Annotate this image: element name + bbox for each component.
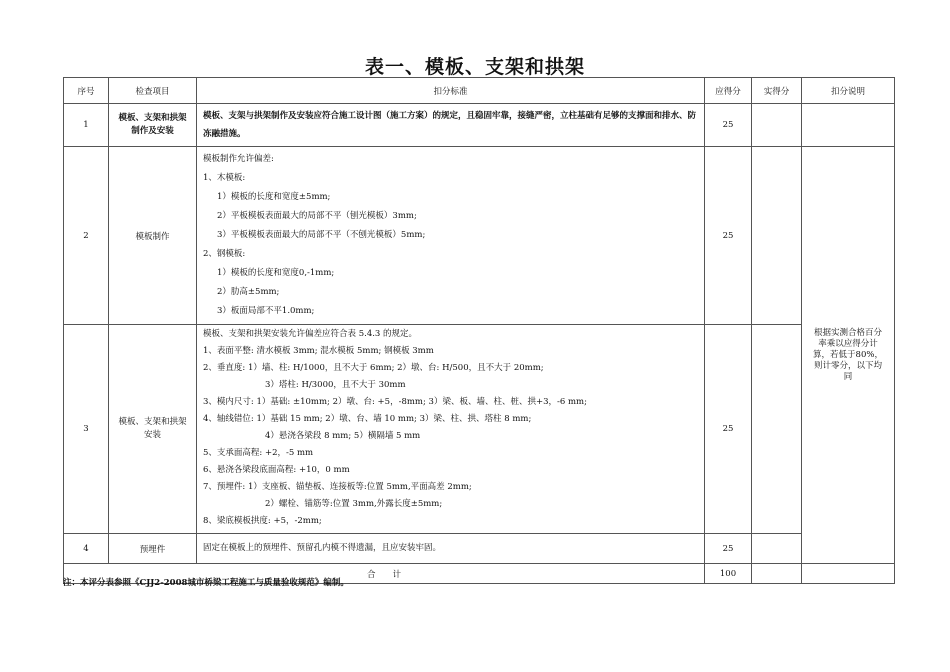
standard-line: 模板、支架和拱架安装允许偏差应符合表 5.4.3 的规定。 (203, 329, 418, 339)
header-standard: 扣分标准 (197, 78, 705, 104)
row-actual (752, 147, 802, 325)
row-item: 预埋件 (109, 534, 197, 564)
standard-line: 模板制作允许偏差: (203, 154, 274, 164)
footnote: 注：本评分表参照《CJJ2-2008城市桥梁工程施工与质量验收规范》编制。 (63, 578, 349, 588)
standard-line: 固定在模板上的预埋件、预留孔内模不得遗漏，且应安装牢固。 (203, 543, 442, 553)
row-no: 3 (64, 325, 109, 534)
standard-line: 1、表面平整: 清水模板 3mm; 混水模板 5mm; 钢模板 3mm (203, 346, 434, 356)
header-actual: 实得分 (752, 78, 802, 104)
total-remark (802, 564, 895, 584)
standard-line: 4）悬浇各梁段 8 mm; 5）横隔墙 5 mm (265, 431, 421, 441)
standard-line: 7、预埋件: 1）支座板、锚垫板、连接板等:位置 5mm,平面高差 2mm; (203, 482, 472, 492)
row-actual (752, 325, 802, 534)
standard-text: 模板、支架与拱架制作及安装应符合施工设计图（施工方案）的规定，且稳固牢靠，接缝严密，立柱基础有足够的支撑面和排水、防冻融措施。 (203, 111, 697, 139)
table-row (64, 147, 895, 325)
standard-line: 5、支承面高程: +2，-5 mm (203, 448, 314, 458)
row-score: 25 (705, 104, 752, 147)
total-actual (752, 564, 802, 584)
standard-line: 2）螺栓、锚筋等:位置 3mm,外露长度±5mm; (265, 499, 443, 509)
standard-line: 4、轴线错位: 1）基础 15 mm; 2）墩、台、墙 10 mm; 3）梁、柱、拱、塔柱 8 mm; (203, 414, 532, 424)
row-standard (197, 104, 705, 147)
row-score: 25 (705, 534, 752, 564)
page-title: 表一、模板、支架和拱架 (364, 56, 585, 78)
standard-line: 2、垂直度: 1）墙、柱: H/1000，且不大于 6mm; 2）墩、台: H/500，且不大于 20mm; (203, 363, 544, 373)
standard-line: 3、模内尺寸: 1）基础: ±10mm; 2）墩、台: +5，-8mm; 3）梁、板、墙、柱、桩、拱+3，-6 mm; (203, 397, 587, 407)
standard-line: 6、悬浇各梁段底面高程: +10，0 mm (203, 465, 350, 475)
row-item: 模板制作 (109, 147, 197, 325)
standard-line: 1）模板的长度和宽度±5mm; (217, 192, 331, 202)
header-item: 检查项目 (109, 78, 197, 104)
row-actual (752, 104, 802, 147)
standard-line: 2）平板模板表面最大的局部不平（刨光模板）3mm; (217, 211, 417, 221)
table-row (64, 325, 895, 534)
standard-line: 1）模板的长度和宽度0,-1mm; (217, 268, 335, 278)
row-standard (197, 325, 705, 534)
standard-line: 3）塔柱: H/3000，且不大于 30mm (265, 380, 406, 390)
deduction-remark: 根据实测合格百分率乘以应得分计算，若低于80%，则计零分，以下均同 (802, 147, 895, 564)
row-no: 1 (64, 104, 109, 147)
header-score: 应得分 (705, 78, 752, 104)
header-row (64, 78, 895, 104)
table-row (64, 534, 895, 564)
row-no: 4 (64, 534, 109, 564)
standard-line: 1、木模板: (203, 173, 246, 183)
standard-line: 3）平板模板表面最大的局部不平（不刨光模板）5mm; (217, 230, 426, 240)
table-row (64, 104, 895, 147)
standard-line: 2）肋高±5mm; (217, 287, 280, 297)
row-standard (197, 534, 705, 564)
header-remark: 扣分说明 (802, 78, 895, 104)
row-score: 25 (705, 147, 752, 325)
row-no: 2 (64, 147, 109, 325)
scoring-table (63, 77, 895, 584)
row-actual (752, 534, 802, 564)
row-item: 模板、支架和拱架安装 (109, 325, 197, 534)
total-label: 合 计 (64, 564, 705, 584)
standard-line: 2、钢模板: (203, 249, 246, 259)
row-item: 模板、支架和拱架制作及安装 (109, 104, 197, 147)
standard-line: 8、梁底模板拱度: +5，-2mm; (203, 516, 322, 526)
row-remark (802, 104, 895, 147)
standard-line: 3）板面局部不平1.0mm; (217, 306, 315, 316)
row-score: 25 (705, 325, 752, 534)
row-standard (197, 147, 705, 325)
total-score: 100 (705, 564, 752, 584)
header-no: 序号 (64, 78, 109, 104)
